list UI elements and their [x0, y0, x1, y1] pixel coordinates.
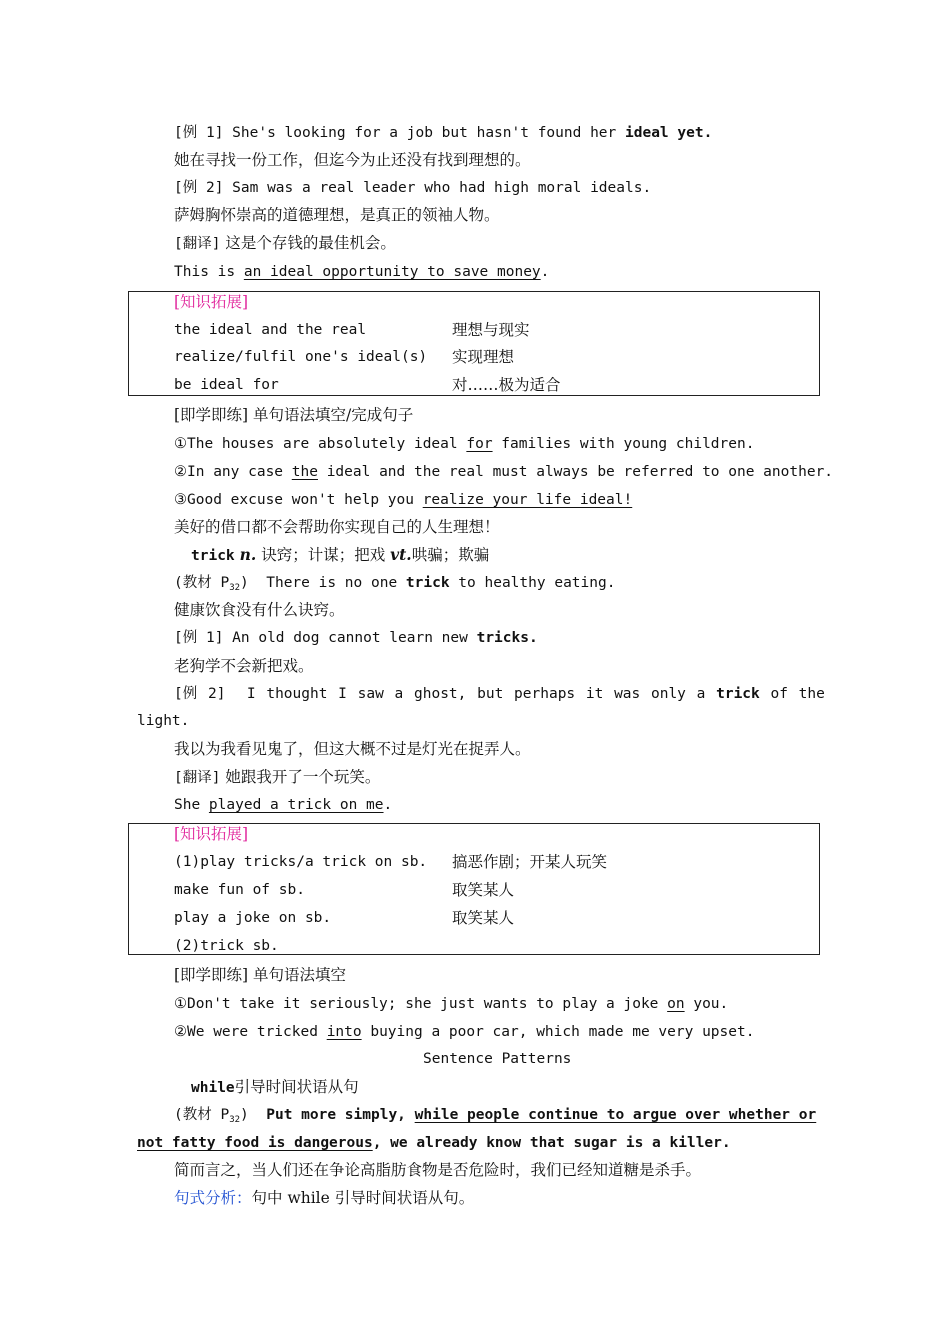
- box2-row-cn: 取笑某人: [452, 881, 515, 899]
- practice2-question-1: ①Don't take it seriously; she just wants to play a joke on you.: [174, 996, 729, 1012]
- ideal-translation-answer: This is an ideal opportunity to save money.: [174, 264, 550, 280]
- trick-example-2: [例 2] I thought I saw a ghost, but perhaps it was only a trick of the: [174, 686, 825, 702]
- practice2-question-2: ②We were tricked into buying a poor car, which made me very upset.: [174, 1024, 755, 1040]
- box1-row-en: be ideal for: [174, 377, 279, 393]
- while-textbook-example-line-2: not fatty food is dangerous, we already know that sugar is a killer.: [137, 1135, 731, 1151]
- box1-row-cn: 实现理想: [452, 348, 515, 366]
- trick-translation-prompt: [翻译] 她跟我开了一个玩笑。: [174, 768, 381, 786]
- while-subheading: while引导时间状语从句: [191, 1078, 359, 1096]
- box1-title: [知识拓展]: [174, 293, 249, 311]
- practice1-question-3-cn: 美好的借口都不会帮助你实现自己的人生理想！: [174, 518, 500, 536]
- trick-textbook-example-cn: 健康饮食没有什么诀窍。: [174, 601, 345, 619]
- trick-translation-answer: She played a trick on me.: [174, 797, 393, 813]
- box2-row-cn: 搞恶作剧；开某人玩笑: [452, 853, 608, 871]
- ideal-example-1: [例 1] She's looking for a job but hasn't found her ideal yet.: [174, 125, 713, 141]
- practice1-question-1: ①The houses are absolutely ideal for families with young children.: [174, 436, 755, 452]
- practice1-question-2: ②In any case the ideal and the real must always be referred to one another.: [174, 464, 834, 480]
- box1-row-cn: 对……极为适合: [452, 376, 561, 394]
- ideal-example-2-cn: 萨姆胸怀崇高的道德理想，是真正的领袖人物。: [174, 206, 500, 224]
- trick-example-1: [例 1] An old dog cannot learn new tricks.: [174, 630, 538, 646]
- trick-example-1-cn: 老狗学不会新把戏。: [174, 657, 314, 675]
- trick-example-2-cn: 我以为我看见鬼了，但这大概不过是灯光在捉弄人。: [174, 740, 531, 758]
- ideal-translation-prompt: [翻译] 这是个存钱的最佳机会。: [174, 234, 396, 252]
- practice1-heading: [即学即练] 单句语法填空/完成句子: [174, 406, 414, 424]
- while-example-cn: 简而言之，当人们还在争论高脂肪食物是否危险时，我们已经知道糖是杀手。: [174, 1161, 702, 1179]
- practice1-question-3: ③Good excuse won't help you realize your life ideal!: [174, 492, 633, 508]
- box1-row-cn: 理想与现实: [452, 321, 530, 339]
- box2-row-cn: 取笑某人: [452, 909, 515, 927]
- box1-row-en: the ideal and the real: [174, 322, 367, 338]
- sentence-analysis: 句式分析：句中 while 引导时间状语从句。: [174, 1189, 475, 1207]
- trick-textbook-example: (教材 $P_{32}$) There is no one trick to healthy eating.: [174, 575, 616, 593]
- box2-row-en: (1)play tricks/a trick on sb.: [174, 854, 428, 870]
- ideal-example-1-cn: 她在寻找一份工作，但迄今为止还没有找到理想的。: [174, 151, 531, 169]
- box2-row-en: make fun of sb.: [174, 882, 305, 898]
- while-textbook-example-line-1: (教材 $P_{32}$) Put more simply, while people continue to argue over whether or: [174, 1107, 817, 1125]
- box2-title: [知识拓展]: [174, 825, 249, 843]
- box2-row-en: play a joke on sb.: [174, 910, 332, 926]
- sentence-patterns-heading: Sentence Patterns: [423, 1051, 572, 1067]
- trick-example-2-continued: light.: [137, 713, 190, 729]
- ideal-example-2: [例 2] Sam was a real leader who had high moral ideals.: [174, 180, 652, 196]
- trick-headword: trick n. 诀窍；计谋；把戏 vt.哄骗；欺骗: [191, 545, 490, 564]
- box1-row-en: realize/fulfil one's ideal(s): [174, 349, 428, 365]
- box2-row-en: (2)trick sb.: [174, 938, 279, 954]
- practice2-heading: [即学即练] 单句语法填空: [174, 966, 347, 984]
